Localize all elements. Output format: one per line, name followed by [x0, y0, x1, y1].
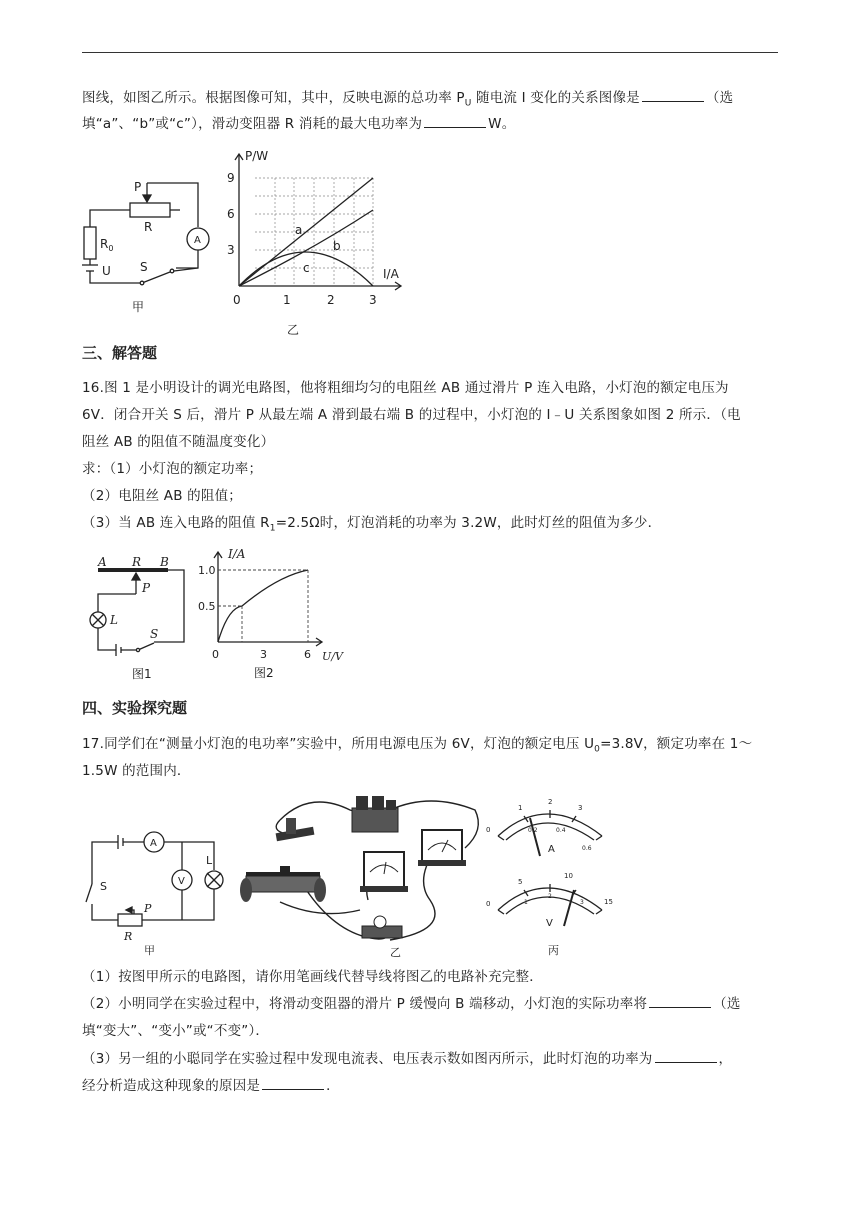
x-tick: 6 — [304, 648, 311, 661]
q15-sub: U — [464, 98, 472, 109]
y-axis-label: I/A — [228, 547, 246, 561]
y-tick: 9 — [227, 171, 235, 185]
q16-fig2-iu-graph — [198, 546, 358, 686]
caption-yi: 乙 — [287, 323, 300, 337]
voltmeter-tick: 1 — [524, 899, 528, 906]
meter-right — [418, 830, 466, 866]
q17-ask2-line2: 填“变大”、“变小”或“不变”）． — [82, 1023, 270, 1039]
voltmeter-tick: 5 — [518, 878, 523, 886]
q15-blank-1[interactable] — [642, 87, 704, 102]
ammeter-label: A — [150, 838, 157, 849]
q17-ask2 — [82, 992, 778, 1016]
q17-ask1: （1）按图甲所示的电路图，请你用笔画线代替导线将图乙的电路补充完整． — [82, 969, 543, 985]
rheostat-R — [130, 203, 170, 217]
label-L: L — [110, 613, 118, 627]
q17-ask3-text-b: ， — [718, 1051, 733, 1067]
q17-blank-2[interactable] — [655, 1048, 717, 1063]
voltmeter-tick: 10 — [564, 872, 573, 880]
x-tick: 1 — [283, 293, 291, 307]
q16-ask3-text: （3）当 AB 连入电路的阻值 R — [82, 515, 270, 531]
label-P: P — [134, 180, 142, 194]
q17-blank-3[interactable] — [262, 1075, 324, 1090]
q16-line1: 16.图 1 是小明设计的调光电路图，他将粗细均匀的电阻丝 AB 通过滑片 P 连入电路，小灯泡的额定电压为 — [82, 380, 729, 396]
q16-ask3 — [82, 511, 778, 541]
q17-ask2-text: （2）小明同学在实验过程中，将滑动变阻器的滑片 P 缓慢向 B 端移动，小灯泡的实际功率将 — [82, 996, 648, 1012]
q16-ask3-text-b: =2.5Ω时，灯泡消耗的功率为 3.2W，此时灯丝的阻值为多少． — [275, 515, 662, 531]
label-S: S — [150, 627, 159, 641]
ammeter-tick: 3 — [578, 804, 583, 812]
caption-jia: 甲 — [132, 300, 145, 314]
q17-switch — [86, 884, 92, 902]
x-tick: 2 — [327, 293, 335, 307]
q16-ask1: 求：（1）小灯泡的额定功率； — [82, 461, 263, 477]
curve-label-c: c — [303, 261, 310, 275]
q15-text: 图线，如图乙所示。根据图像可知，其中，反映电源的总功率 P — [82, 90, 465, 106]
q17-text: 17.同学们在“测量小灯泡的电功率”实验中，所用电源电压为 6V，灯泡的额定电压 U — [82, 736, 595, 752]
section-title-3: 三、解答题 — [82, 344, 158, 362]
label-B: B — [160, 555, 169, 569]
voltmeter-label: V — [178, 876, 185, 887]
x-tick: 3 — [260, 648, 267, 661]
q15-text-c: （选 — [705, 90, 734, 106]
q15-blank-2[interactable] — [424, 113, 486, 128]
resistor-R0 — [84, 227, 96, 259]
section-title-4: 四、实验探究题 — [82, 699, 188, 717]
caption-jia: 甲 — [144, 944, 155, 957]
q15-circuit-diagram — [80, 175, 220, 315]
q17-ask2-text-b: （选 — [713, 996, 741, 1012]
y-tick: 1.0 — [198, 564, 216, 577]
x-tick: 0 — [233, 293, 241, 307]
x-axis-label: I/A — [383, 267, 399, 281]
label-S: S — [140, 260, 148, 274]
caption-yi: 乙 — [390, 946, 401, 959]
q16-line2: 6V．闭合开关 S 后，滑片 P 从最左端 A 滑到最右端 B 的过程中，小灯泡的 I﹣U 关系图象如图 2 所示．（电 — [82, 407, 741, 423]
q17-ask3 — [82, 1047, 778, 1071]
y-tick: 0.5 — [198, 600, 216, 613]
q15-text-b: 随电流 I 变化的关系图像是 — [471, 90, 640, 106]
q17-ask3-text: （3）另一组的小聪同学在实验过程中发现电流表、电压表示数如图丙所示，此时灯泡的功率为 — [82, 1051, 653, 1067]
label-P: P — [144, 902, 152, 915]
q15-line2 — [82, 112, 778, 136]
voltmeter-tick: 2 — [548, 893, 552, 900]
label-R: R — [124, 930, 133, 943]
ammeter-tick: 1 — [518, 804, 523, 812]
label-R: R — [132, 555, 142, 569]
ammeter-tick: 0.4 — [556, 827, 566, 834]
q17-ask3-line2 — [82, 1074, 778, 1098]
label-R: R — [144, 220, 153, 234]
q17-sub: 0 — [594, 744, 601, 755]
ammeter-tick: 0.6 — [582, 845, 592, 852]
q16-fig1-circuit — [88, 554, 208, 684]
rheostat — [118, 914, 142, 926]
q15-text-d: 填“a”、“b”或“c”），滑动变阻器 R 消耗的最大电功率为 — [82, 116, 423, 132]
q17-ask3-text-c: 经分析造成这种现象的原因是 — [82, 1078, 261, 1094]
q17-ask3-text-d: ． — [326, 1078, 340, 1094]
label-U: U — [102, 264, 111, 278]
x-tick: 3 — [369, 293, 377, 307]
ammeter-label: A — [194, 235, 201, 246]
q16-ask2: （2）电阻丝 AB 的阻值； — [82, 488, 242, 504]
x-tick: 0 — [212, 648, 219, 661]
q16-line3: 阻丝 AB 的阻值不随温度变化） — [82, 434, 275, 450]
caption-fig1: 图1 — [132, 667, 152, 681]
caption-fig2: 图2 — [254, 666, 274, 680]
label-R0: $R_0$ — [100, 237, 114, 253]
ammeter-tick: 0.2 — [528, 827, 538, 834]
q15-power-graph — [225, 148, 415, 338]
switch-device — [276, 818, 315, 841]
x-axis-label: U/V — [322, 650, 343, 663]
header-rule — [82, 52, 778, 53]
q17-text-b: =3.8V，额定功率在 1～ — [600, 736, 753, 752]
curve-label-b: b — [333, 239, 341, 253]
meter-middle — [360, 852, 408, 892]
q15-text-e: W。 — [488, 116, 516, 132]
curve-label-a: a — [295, 223, 303, 237]
q17-line1 — [82, 732, 778, 762]
q17-meter-readings — [484, 798, 624, 956]
q17-blank-1[interactable] — [649, 993, 711, 1008]
q16-switch-S — [138, 643, 154, 650]
rheostat-device — [240, 866, 326, 902]
label-L: L — [206, 854, 213, 867]
iu-curve — [218, 570, 308, 642]
ammeter-tick: 2 — [548, 798, 553, 806]
y-axis-label: P/W — [245, 149, 269, 163]
ammeter-tick: 0 — [486, 826, 491, 834]
voltmeter-needle — [564, 890, 574, 926]
voltmeter-tick: 0 — [486, 900, 491, 908]
label-P: P — [142, 581, 151, 595]
q17-apparatus-drawing — [240, 790, 490, 959]
label-S: S — [100, 880, 107, 893]
voltmeter-tick: 3 — [580, 899, 584, 906]
q17-circuit-diagram — [82, 824, 242, 957]
q17-line2: 1.5W 的范围内． — [82, 763, 191, 779]
battery-box — [352, 796, 398, 832]
y-tick: 6 — [227, 207, 235, 221]
y-tick: 3 — [227, 243, 235, 257]
caption-bing: 丙 — [548, 944, 559, 957]
q16-ask3-sub: 1 — [269, 523, 276, 534]
voltmeter-symbol: V — [546, 918, 553, 929]
label-A: A — [98, 555, 107, 569]
voltmeter-tick: 15 — [604, 898, 613, 906]
ammeter-symbol: A — [548, 844, 555, 855]
lamp-device — [362, 916, 402, 938]
